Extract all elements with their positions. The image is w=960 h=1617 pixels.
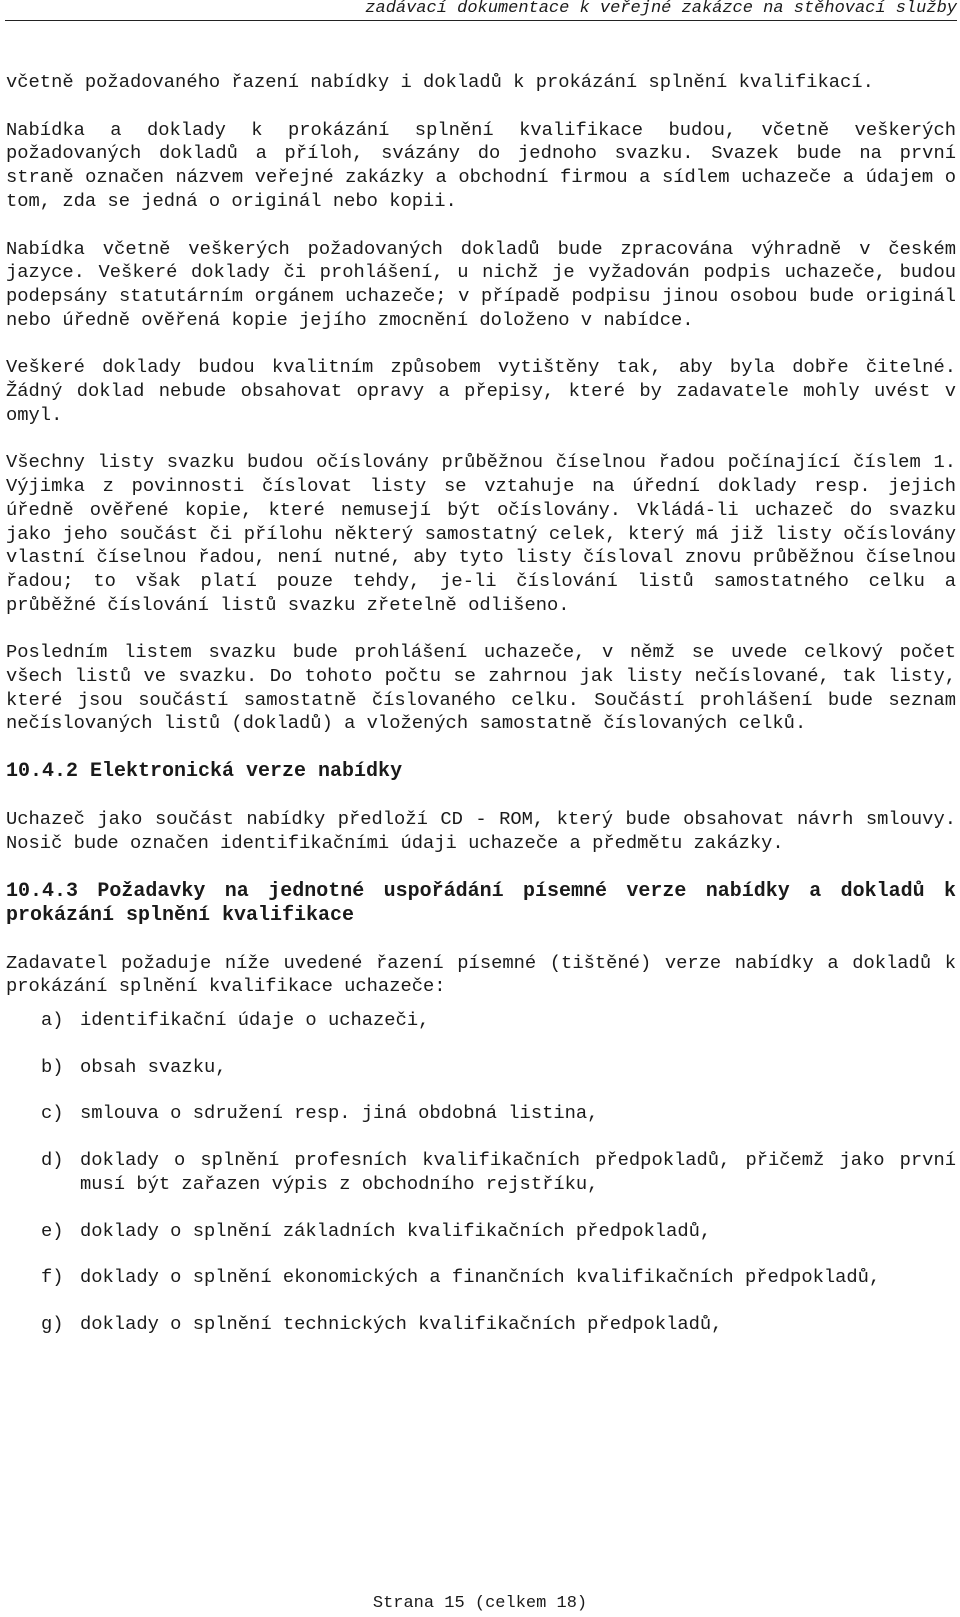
list-item-text: doklady o splnění technických kvalifikačních předpokladů, xyxy=(80,1312,723,1335)
paragraph-final-declaration: Posledním listem svazku bude prohlášení uchazeče, v němž se uvede celkový počet všech listů ve svazku. Do tohoto počtu se zahrnou jak listy nečíslované, tak listy, které jsou součástí samostatně číslovaného celku. Součástí prohlášení bude seznam nečíslovaných listů (dokladů) a vložených samostatně číslovaných celků. xyxy=(6,641,956,735)
list-item-marker: c) xyxy=(41,1102,64,1125)
paragraph-ordering-intro: včetně požadovaného řazení nabídky i dokladů k prokázání splnění kvalifikací. xyxy=(6,71,874,93)
paragraph-binding: Nabídka a doklady k prokázání splnění kvalifikace budou, včetně veškerých požadovaných dokladů a příloh, svázány do jednoho svazku. Svazek bude na první straně označen názvem veřejné zakázky a obchodní firmou a sídlem uchazeče a údajem o tom, zda se jedná o originál nebo kopii. xyxy=(6,118,956,212)
list-item xyxy=(6,1056,956,1080)
page-footer xyxy=(0,1594,960,1614)
list-item-text: doklady o splnění ekonomických a finančních kvalifikačních předpokladů, xyxy=(80,1266,881,1289)
list-item-marker: a) xyxy=(41,1008,64,1031)
list-item-text: doklady o splnění základních kvalifikačních předpokladů, xyxy=(80,1219,712,1242)
paragraph-language: Nabídka včetně veškerých požadovaných dokladů bude zpracována výhradně v českém jazyce. Veškeré doklady či prohlášení, u nichž je vyžadován podpis uchazeče, budou podepsány statutárním orgánem uchazeče; v případě podpisu jinou osobou bude originál nebo úředně ověřená kopie jejího zmocnění doloženo v nabídce. xyxy=(6,237,956,331)
page-number: Strana 15 (celkem 18) xyxy=(372,1594,588,1613)
paragraph-print-quality: Veškeré doklady budou kvalitním způsobem vytištěny tak, aby byla dobře čitelné. Žádný doklad nebude obsahovat opravy a přepisy, které by zadavatele mohly uvést v omyl. xyxy=(6,356,956,426)
list-item xyxy=(6,1102,956,1126)
list-item-text: smlouva o sdružení resp. jiná obdobná listina, xyxy=(80,1102,599,1125)
ordering-list xyxy=(6,1009,956,1337)
list-item xyxy=(6,1313,956,1337)
section-heading-uniform-arrangement: 10.4.3 Požadavky na jednotné uspořádání písemné verze nabídky a dokladů k prokázání splnění kvalifikace xyxy=(6,879,956,927)
paragraph-page-numbering: Všechny listy svazku budou očíslovány průběžnou číselnou řadou počínající číslem 1. Výjimka z povinnosti číslovat listy se vztahuje na úřední doklady resp. jejich úředně ověřené kopie, které nemusejí být očíslovány. Vkládá-li uchazeč do svazku jako jeho součást či přílohu některý samostatný celek, který má již listy očíslovány vlastní číselnou řadou, není nutné, aby tyto listy čísloval znovu průběžnou číselnou řadou; to však platí pouze tehdy, je-li číslování listů samostatného celku a průběžné číslování listů svazku zřetelně odlišeno. xyxy=(6,451,956,616)
list-item-text: identifikační údaje o uchazeči, xyxy=(80,1008,430,1031)
paragraph-ordering-requirement: Zadavatel požaduje níže uvedené řazení písemné (tištěné) verze nabídky a dokladů k prokázání splnění kvalifikace uchazeče: xyxy=(6,951,956,998)
list-item xyxy=(6,1266,956,1290)
list-item-marker: e) xyxy=(41,1219,64,1242)
document-title: zadávací dokumentace k veřejné zakázce na stěhovací služby xyxy=(365,0,957,18)
list-item-marker: g) xyxy=(41,1312,64,1335)
page-header xyxy=(5,0,957,21)
list-item-text: doklady o splnění profesních kvalifikačních předpokladů, přičemž jako první musí být zařazen výpis z obchodního rejstříku, xyxy=(80,1149,956,1195)
list-item xyxy=(6,1009,956,1033)
document-body xyxy=(6,71,956,1360)
list-item-marker: b) xyxy=(41,1055,64,1078)
paragraph-electronic-version: Uchazeč jako součást nabídky předloží CD - ROM, který bude obsahovat návrh smlouvy. Nosič bude označen identifikačními údaji uchazeče a předmětu zakázky. xyxy=(6,808,956,854)
list-item-marker: d) xyxy=(41,1149,64,1172)
list-item-marker: f) xyxy=(41,1266,64,1289)
section-heading-electronic-version: 10.4.2 Elektronická verze nabídky xyxy=(6,760,403,784)
list-item xyxy=(6,1220,956,1244)
list-item-text: obsah svazku, xyxy=(80,1055,227,1078)
list-item xyxy=(6,1149,956,1196)
